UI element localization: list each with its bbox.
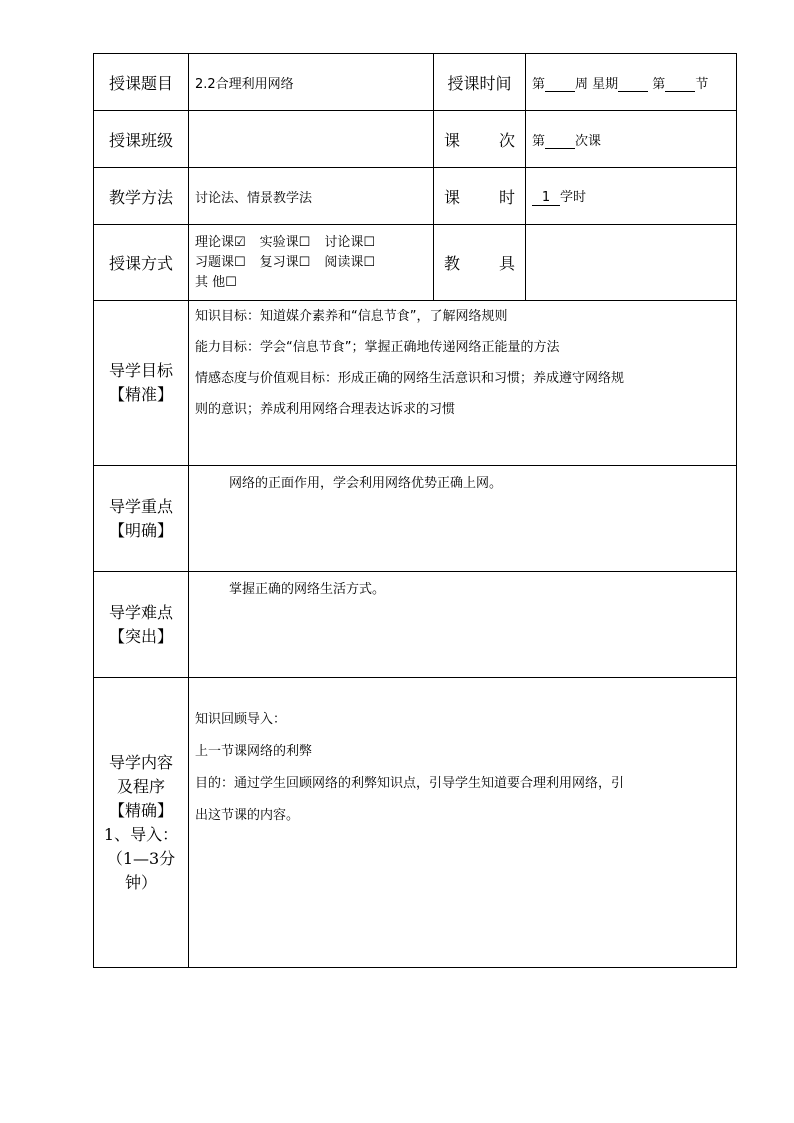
difficulty-label: 导学难点 【突出】: [94, 572, 189, 678]
mode-option: 阅读课☐: [324, 254, 375, 270]
mode-option: 其 他☐: [195, 274, 237, 290]
row-goals: [94, 301, 737, 466]
row-difficulty: [94, 572, 737, 678]
row-content: [94, 678, 737, 968]
week-blank: [545, 77, 575, 92]
mode-option: 习题课☐: [195, 254, 246, 270]
tools-value: [526, 225, 737, 301]
mode-option: 实验课☐: [259, 234, 311, 250]
count-blank: [545, 134, 575, 149]
mode-option: 讨论课☐: [324, 234, 375, 250]
method-value: 讨论法、情景教学法: [189, 168, 434, 225]
weekday-blank: [618, 77, 648, 92]
content-line: 上一节课网络的利弊: [195, 744, 313, 759]
method-label: 教学方法: [94, 168, 189, 225]
tools-label: 教 具: [434, 225, 526, 301]
time-weekday: 周 星期: [575, 76, 619, 92]
hours-value: [526, 168, 737, 225]
goal-line: 能力目标：学会“信息节食”；掌握正确地传递网络正能量的方法: [195, 340, 560, 355]
time-period-prefix: 第: [652, 76, 666, 92]
topic-label: 授课题目: [94, 54, 189, 111]
content-line: 目的：通过学生回顾网络的利弊知识点，引导学生知道要合理利用网络，引: [195, 776, 625, 791]
topic-value: 2.2合理利用网络: [189, 54, 434, 111]
hours-label: 课 时: [434, 168, 526, 225]
row-topic: [94, 54, 737, 111]
time-label: 授课时间: [434, 54, 526, 111]
goals-content: [189, 301, 737, 466]
mode-label: 授课方式: [94, 225, 189, 301]
content-line: 出这节课的内容。: [195, 808, 300, 823]
focus-content: 网络的正面作用，学会利用网络优势正确上网。: [189, 466, 737, 572]
content-body: [189, 678, 737, 968]
period-blank: [665, 77, 695, 92]
focus-label: 导学重点 【明确】: [94, 466, 189, 572]
difficulty-content: 掌握正确的网络生活方式。: [189, 572, 737, 678]
mode-options: [189, 225, 434, 301]
class-label: 授课班级: [94, 111, 189, 168]
lesson-plan-table: [93, 53, 737, 968]
row-focus: [94, 466, 737, 572]
hours-number: 1: [532, 190, 560, 206]
class-value: [189, 111, 434, 168]
mode-option: 复习课☐: [259, 254, 311, 270]
count-value: 第 次课: [526, 111, 737, 168]
goal-line: 情感态度与价值观目标：形成正确的网络生活意识和习惯；养成遵守网络规: [195, 371, 625, 386]
time-period-suffix: 节: [695, 76, 709, 92]
time-value: [526, 54, 737, 111]
mode-option: 理论课☑: [195, 234, 246, 250]
count-label: 课 次: [434, 111, 526, 168]
goal-line: 知识目标：知道媒介素养和“信息节食”，了解网络规则: [195, 309, 508, 324]
goals-label: 导学目标 【精准】: [94, 301, 189, 466]
content-line: 知识回顾导入：: [195, 712, 287, 727]
content-label: 导学内容 及程序 【精确】 1、导入： （1—3分 钟）: [94, 678, 189, 968]
row-mode: [94, 225, 737, 301]
hours-unit: 学时: [560, 190, 587, 205]
time-week-prefix: 第: [532, 76, 546, 92]
row-method: [94, 168, 737, 225]
goal-line: 则的意识；养成利用网络合理表达诉求的习惯: [195, 402, 456, 417]
row-class: [94, 111, 737, 168]
